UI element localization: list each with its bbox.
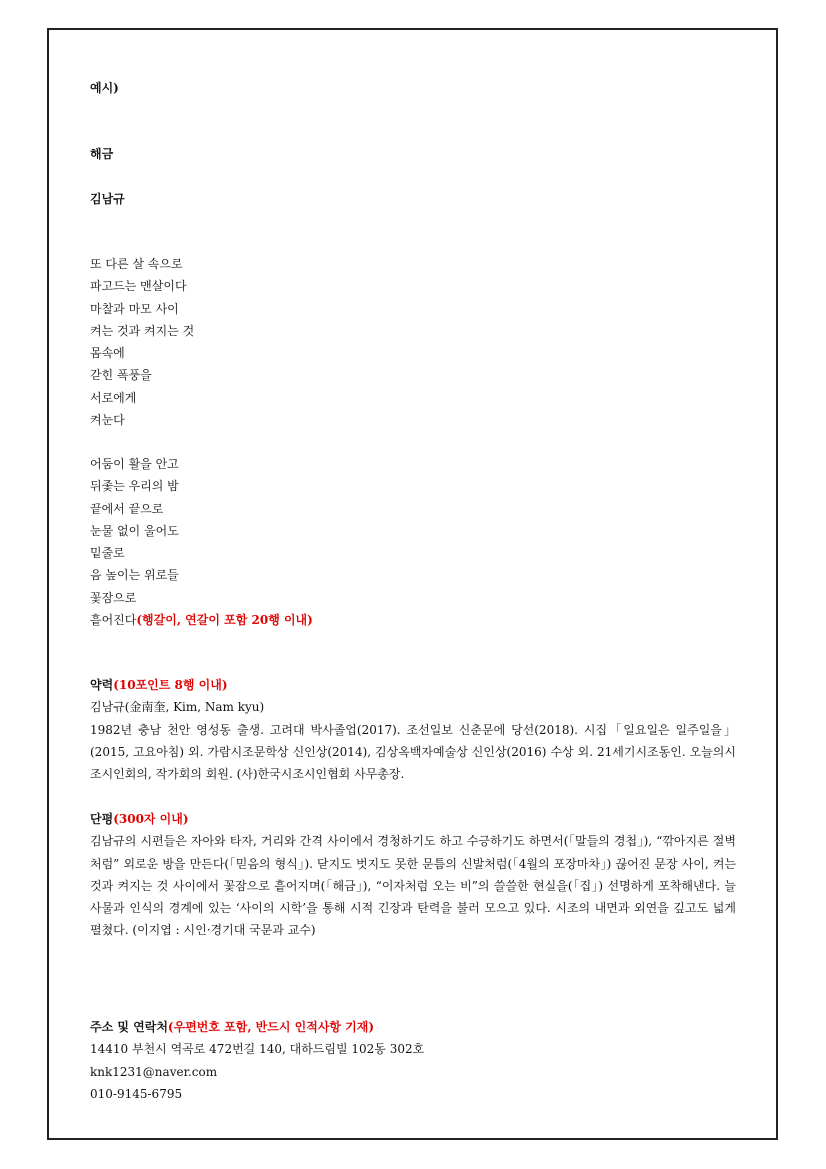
poem-line: 뒤좇는 우리의 밤 — [90, 479, 179, 494]
contact-heading-text: 주소 및 연락처 — [90, 1020, 168, 1034]
poem-line: 갇힌 폭풍을 — [90, 368, 152, 383]
poem-line: 밑줄로 — [90, 546, 125, 561]
contact-heading — [90, 1016, 424, 1038]
poem-line: 또 다른 살 속으로 — [90, 257, 183, 271]
example-label: 예시) — [90, 81, 119, 95]
poem-last-line — [90, 609, 313, 631]
poem-length-note: (행갈이, 연갈이 포함 20행 이내) — [136, 613, 313, 628]
contact-phone: 010-9145-6795 — [90, 1086, 183, 1101]
review-body: 김남규의 시편들은 자아와 타자, 거리와 간격 사이에서 경청하기도 하고 수긍하기도 하면서(「말들의 경첩」), “깎아지른 절벽처럼” 외로운 방을 만든다(「믿음의 형식」). 닫지도 벗지도 못한 문틈의 신발처럼(「4월의 포장마차」) 끊어진 문장 사이, 켜는 것과 켜지는 것 사이에서 꽃잠으로 흩어지며(「해금」), “이자처럼 오는 비”의 쓸쓸한 현실을(「집」) 선명하게 포착해낸다. 늘 사물과 인식의 경계에 있는 ‘사이의 시학’을 통해 시적 긴장과 탄력을 불러 모으고 있다. 시조의 내면과 외연을 깊고도 넓게 펼쳤다. (이지엽 : 시인·경기대 국문과 교수) — [90, 834, 736, 938]
poem-last-line-text: 흩어진다 — [90, 613, 137, 628]
poem-stanza-2 — [90, 453, 313, 631]
poem-line: 마찰과 마모 사이 — [90, 301, 179, 316]
contact-email: knk1231@naver.com — [90, 1064, 218, 1079]
profile-heading — [90, 674, 736, 696]
review-heading — [90, 808, 736, 830]
contact-heading-note: (우편번호 포함, 반드시 인적사항 기재) — [167, 1020, 375, 1034]
review-section — [90, 808, 736, 942]
poem-line: 켜눈다 — [90, 413, 125, 428]
poem-line: 몸속에 — [90, 346, 125, 361]
poem-line: 어둠이 활을 안고 — [90, 457, 179, 471]
contact-section — [90, 1016, 424, 1105]
review-heading-text: 단평 — [90, 812, 114, 826]
poem-line: 꽃잠으로 — [90, 590, 137, 605]
poem-line: 파고드는 맨살이다 — [90, 279, 187, 294]
profile-heading-text: 약력 — [90, 678, 114, 692]
poem-line: 음 높이는 위로들 — [90, 568, 179, 583]
poem-author: 김남규 — [90, 192, 125, 206]
profile-name: 김남규(金南奎, Kim, Nam kyu) — [90, 700, 265, 715]
profile-heading-note: (10포인트 8행 이내) — [113, 678, 228, 692]
review-heading-note: (300자 이내) — [113, 812, 189, 826]
profile-body: 1982년 충남 천안 영성동 출생. 고려대 박사졸업(2017). 조선일보 신춘문에 당선(2018). 시집「일요일은 일주일을」(2015, 고요아침) 외. 가람시조문학상 신인상(2014), 김상옥백자예술상 신인상(2016) 수상 외. 21세기시조동인. 오늘의시조시인회의, 작가회의 회원. (사)한국시조시인협회 사무총장. — [90, 722, 736, 782]
poem-stanza-1 — [90, 253, 194, 431]
poem-line: 서로에게 — [90, 390, 137, 405]
profile-section — [90, 674, 736, 785]
poem-line: 켜는 것과 켜지는 것 — [90, 323, 195, 338]
poem-line: 눈물 없이 울어도 — [90, 523, 179, 538]
contact-address: 14410 부천시 역곡로 472번길 140, 대하드림빌 102동 302호 — [90, 1042, 425, 1057]
poem-line: 끝에서 끝으로 — [90, 501, 164, 516]
poem-title: 해금 — [90, 147, 114, 161]
